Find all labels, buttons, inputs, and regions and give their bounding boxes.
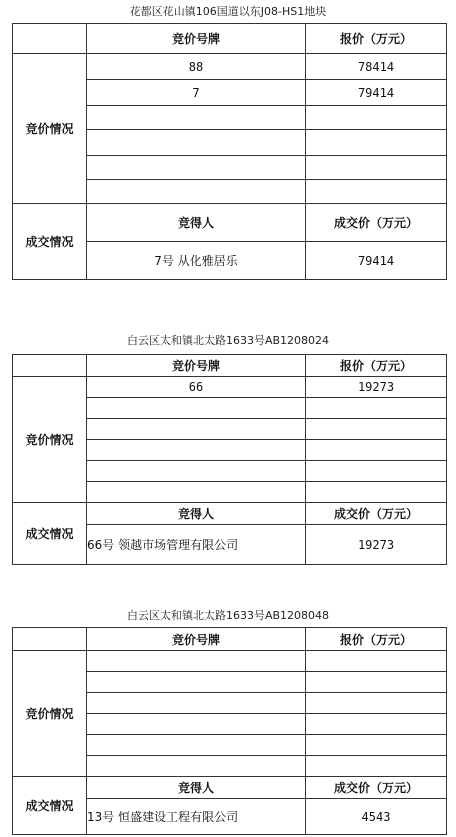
- winner-cell: 13号 恒盛建设工程有限公司: [87, 799, 306, 835]
- bid-number-cell: [87, 651, 306, 672]
- auction-table-3: [12, 627, 447, 835]
- bid-number-cell: [87, 398, 306, 419]
- quote-cell: [306, 651, 447, 672]
- table-2-title: 白云区太和镇北太路1633号AB1208024: [126, 334, 330, 347]
- quote-cell: [306, 672, 447, 693]
- quote-cell: [306, 130, 447, 156]
- bid-number-cell: [87, 482, 306, 503]
- winner-header: 竞得人: [87, 777, 306, 799]
- deal-price-header: 成交价（万元）: [306, 777, 447, 799]
- bidding-section-label: 竞价情况: [13, 54, 87, 204]
- deal-price-cell: 4543: [306, 799, 447, 835]
- bid-number-cell: [87, 756, 306, 777]
- deal-section-label: 成交情况: [13, 503, 87, 565]
- deal-price-cell: 79414: [306, 242, 447, 280]
- quote-cell: 19273: [306, 377, 447, 398]
- quote-cell: 79414: [306, 80, 447, 106]
- bid-number-cell: [87, 180, 306, 204]
- quote-cell: [306, 180, 447, 204]
- quote-cell: [306, 440, 447, 461]
- quote-cell: [306, 461, 447, 482]
- winner-header: 竞得人: [87, 503, 306, 525]
- blank-corner-cell: [13, 355, 87, 377]
- bidding-section-label: 竞价情况: [13, 377, 87, 503]
- bid-number-cell: [87, 461, 306, 482]
- deal-price-cell: 19273: [306, 525, 447, 565]
- auction-table-1: [12, 23, 447, 280]
- bid-number-cell: [87, 693, 306, 714]
- quote-cell: [306, 693, 447, 714]
- table-1-title: 花都区花山镇106国道以东J08-HS1地块: [129, 5, 327, 18]
- deal-section-label: 成交情况: [13, 204, 87, 280]
- deal-price-header: 成交价（万元）: [306, 503, 447, 525]
- quote-cell: [306, 714, 447, 735]
- bid-number-cell: [87, 440, 306, 461]
- deal-price-header: 成交价（万元）: [306, 204, 447, 242]
- winner-header: 竞得人: [87, 204, 306, 242]
- quote-cell: [306, 419, 447, 440]
- bid-number-header: 竞价号牌: [87, 355, 306, 377]
- blank-corner-cell: [13, 628, 87, 651]
- auction-table-2: [12, 354, 447, 565]
- bid-number-header: 竞价号牌: [87, 24, 306, 54]
- quote-header: 报价（万元）: [306, 355, 447, 377]
- bid-number-cell: 66: [87, 377, 306, 398]
- bid-number-cell: [87, 714, 306, 735]
- quote-cell: 78414: [306, 54, 447, 80]
- bid-number-cell: 88: [87, 54, 306, 80]
- bidding-section-label: 竞价情况: [13, 651, 87, 777]
- quote-cell: [306, 735, 447, 756]
- bid-number-cell: [87, 672, 306, 693]
- table-3-title: 白云区太和镇北太路1633号AB1208048: [126, 609, 330, 622]
- quote-cell: [306, 106, 447, 130]
- quote-cell: [306, 398, 447, 419]
- bid-number-cell: [87, 106, 306, 130]
- bid-number-cell: 7: [87, 80, 306, 106]
- bid-number-cell: [87, 130, 306, 156]
- blank-corner-cell: [13, 24, 87, 54]
- quote-header: 报价（万元）: [306, 628, 447, 651]
- bid-number-cell: [87, 156, 306, 180]
- winner-cell: 7号 从化雅居乐: [87, 242, 306, 280]
- bid-number-cell: [87, 735, 306, 756]
- bid-number-header: 竞价号牌: [87, 628, 306, 651]
- bid-number-cell: [87, 419, 306, 440]
- deal-section-label: 成交情况: [13, 777, 87, 835]
- winner-cell: 66号 领越市场管理有限公司: [87, 525, 306, 565]
- quote-cell: [306, 156, 447, 180]
- quote-cell: [306, 482, 447, 503]
- quote-header: 报价（万元）: [306, 24, 447, 54]
- quote-cell: [306, 756, 447, 777]
